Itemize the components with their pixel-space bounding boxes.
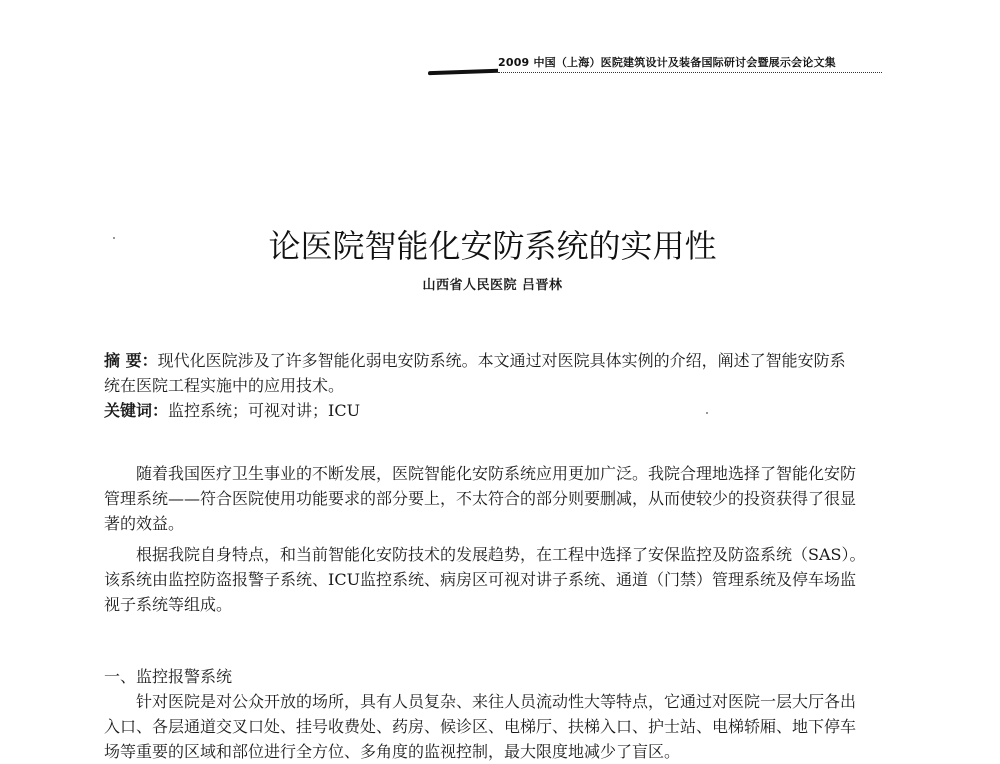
paragraph-1 (104, 461, 884, 536)
paragraph-1-line-3: 著的效益。 (104, 514, 185, 533)
header-rule-thick (428, 69, 498, 75)
paragraph-3-line-1: 针对医院是对公众开放的场所，具有人员复杂、来往人员流动性大等特点，它通过对医院一层大厅各出 (136, 692, 857, 711)
abstract-line-1 (104, 348, 884, 373)
header-rule-dotted (498, 72, 882, 73)
running-header: 2009 中国（上海）医院建筑设计及装备国际研讨会暨展示会论文集 (498, 56, 836, 69)
paragraph-1-line-1: 随着我国医疗卫生事业的不断发展，医院智能化安防系统应用更加广泛。我院合理地选择了智能化安防 (136, 464, 857, 483)
paragraph-2 (104, 542, 884, 617)
paragraph-2-line-1: 根据我院自身特点，和当前智能化安防技术的发展趋势，在工程中选择了安保监控及防盗系统（SAS）。 (136, 545, 866, 564)
paragraph-3-line-2: 入口、各层通道交叉口处、挂号收费处、药房、候诊区、电梯厅、扶梯入口、护士站、电梯轿厢、地下停车 (104, 717, 857, 736)
keywords-label: 关键词： (104, 401, 169, 420)
scan-speck (113, 237, 115, 239)
section-heading: 一、监控报警系统 (104, 667, 233, 686)
paper-title: 论医院智能化安防系统的实用性 (268, 227, 717, 266)
paper-author: 山西省人民医院 吕晋林 (422, 278, 563, 293)
paragraph-2-line-2: 该系统由监控防盗报警子系统、ICU监控系统、病房区可视对讲子系统、通道（门禁）管理系统及停车场监 (104, 570, 857, 589)
abstract-label: 摘 要： (104, 351, 158, 370)
keywords-line (104, 398, 884, 423)
abstract-line-2: 统在医院工程实施中的应用技术。 (104, 376, 345, 395)
abstract-block (104, 348, 884, 423)
paragraph-1-line-2: 管理系统——符合医院使用功能要求的部分要上，不太符合的部分则要删减，从而使较少的投资获得了很显 (104, 489, 857, 508)
scan-speck (706, 412, 708, 414)
paragraph-3 (104, 689, 884, 764)
paragraph-2-line-3: 视子系统等组成。 (104, 595, 233, 614)
paragraph-3-line-3: 场等重要的区域和部位进行全方位、多角度的监视控制，最大限度地减少了盲区。 (104, 742, 681, 761)
abstract-text-1: 现代化医院涉及了许多智能化弱电安防系统。本文通过对医院具体实例的介绍，阐述了智能安防系 (157, 351, 846, 370)
keywords-text: 监控系统；可视对讲；ICU (168, 401, 361, 420)
